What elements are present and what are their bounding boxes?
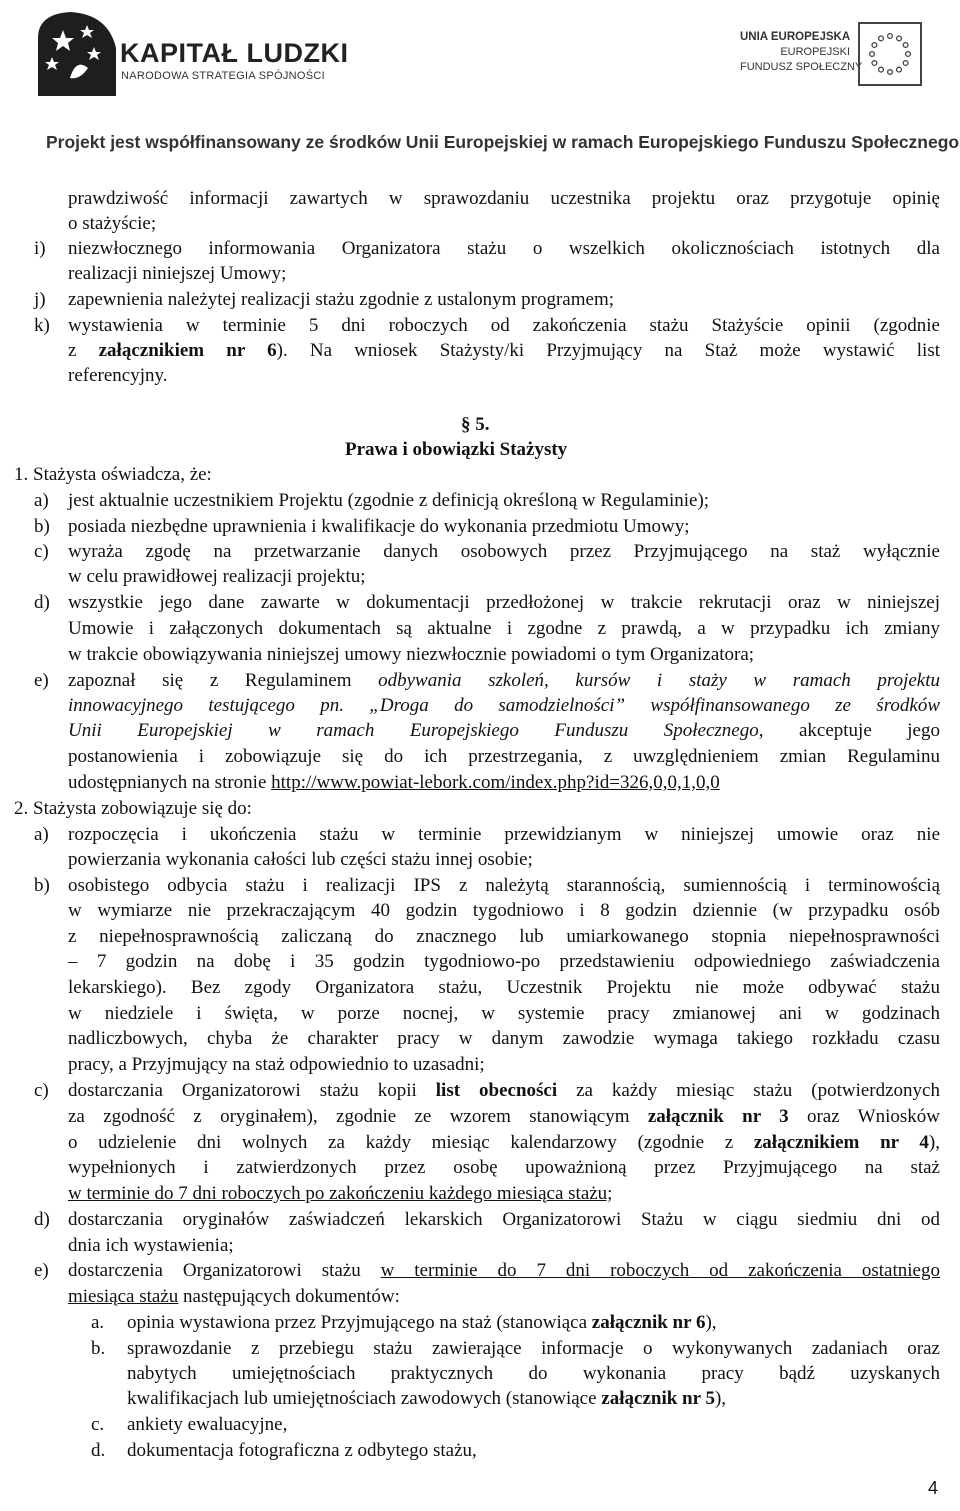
list-label: a. xyxy=(91,1312,105,1333)
list-label: c) xyxy=(34,1080,49,1101)
paragraph-line: w niedziele i święta, w porze nocnej, w systemie pracy zmianowej ani w godzinach xyxy=(68,1003,940,1024)
paragraph-line: rozpoczęcia i ukończenia stażu w terminie przewidzianym w niniejszej umowie oraz nie xyxy=(68,824,940,845)
paragraph-line: prawdziwość informacji zawartych w sprawozdaniu uczestnika projektu oraz przygotuje opinię xyxy=(68,188,940,209)
list-label: j) xyxy=(34,289,46,310)
list-label: a) xyxy=(34,490,49,511)
paragraph-line: Unii Europejskiej w ramach Europejskiego Funduszu Społecznego, akceptuje jego xyxy=(68,720,940,741)
paragraph-line: Umowie i załączonych dokumentach są aktualne i zgodne z prawdą, a w przypadku ich zmiany xyxy=(68,618,940,639)
paragraph-line: powierzania wykonania całości lub części stażu innej osobie; xyxy=(68,849,533,870)
list-label: e) xyxy=(34,670,49,691)
paragraph-line: 1. Stażysta oświadcza, że: xyxy=(14,464,212,485)
paragraph-line: jest aktualnie uczestnikiem Projektu (zgodnie z definicją określoną w Regulaminie); xyxy=(68,490,710,511)
paragraph-line: posiada niezbędne uprawnienia i kwalifikacje do wykonania przedmiotu Umowy; xyxy=(68,516,690,537)
paragraph-line: o udzielenie dni wolnych za każdy miesiąc kalendarzowy (zgodnie z załącznikiem nr 4), xyxy=(68,1132,940,1153)
paragraph-line: nabytych umiejętnościach praktycznych do wykonania pracy bądź uzyskanych xyxy=(127,1363,940,1384)
paragraph-line: pracy, a Przyjmujący na staż odpowiednio to uzasadni; xyxy=(68,1054,485,1075)
paragraph-line: w terminie do 7 dni roboczych po zakończeniu każdego miesiąca stażu; xyxy=(68,1183,613,1204)
paragraph-line: w wymiarze nie przekraczającym 40 godzin tygodniowo i 8 godzin dziennie (w przypadku osób xyxy=(68,900,940,921)
list-label: d) xyxy=(34,1209,50,1230)
list-label: b. xyxy=(91,1338,106,1359)
eu-flag-icon xyxy=(858,22,922,86)
paragraph-line: kwalifikacjach lub umiejętnościach zawodowych (stanowiące załącznik nr 5), xyxy=(127,1388,727,1409)
paragraph-line: wszystkie jego dane zawarte w dokumentacji przedłożonej w trakcie rekrutacji oraz w niniejszej xyxy=(68,592,940,613)
paragraph-line: innowacyjnego testującego pn. „Droga do samodzielności” współfinansowanego ze środków xyxy=(68,695,940,716)
list-label: i) xyxy=(34,238,46,259)
section-number: § 5. xyxy=(461,414,490,435)
paragraph-line: z załącznikiem nr 6). Na wniosek Stażysty/ki Przyjmujący na Staż może wystawić list xyxy=(68,340,940,361)
list-label: e) xyxy=(34,1260,49,1281)
eu-logo-text: UNIA EUROPEJSKA EUROPEJSKI FUNDUSZ SPOŁECZNY xyxy=(740,31,863,73)
paragraph-line: wystawienia w terminie 5 dni roboczych od zakończenia stażu Stażyście opinii (zgodnie xyxy=(68,315,940,336)
paragraph-line: 2. Stażysta zobowiązuje się do: xyxy=(14,798,252,819)
paragraph-line: postanowienia i zobowiązuje się do ich przestrzegania, z uwzględnieniem zmian Regulaminu xyxy=(68,746,940,767)
list-label: c) xyxy=(34,541,49,562)
paragraph-line: dokumentacja fotograficzna z odbytego stażu, xyxy=(127,1440,477,1461)
paragraph-line: dnia ich wystawienia; xyxy=(68,1235,234,1256)
project-cofinancing-line: Projekt jest współfinansowany ze środków Unii Europejskiej w ramach Europejskiego Funduszu Społecznego xyxy=(46,132,960,152)
paragraph-line: sprawozdanie z przebiegu stażu zawierające informacje o wykonywanych zadaniach oraz xyxy=(127,1338,940,1359)
paragraph-line: z niepełnosprawnością zaliczaną do znacznego lub umiarkowanego stopnia niepełnosprawności xyxy=(68,926,940,947)
kapital-ludzki-title: KAPITAŁ LUDZKI xyxy=(120,38,349,68)
paragraph-line: wypełnionych i zatwierdzonych przez osobę upoważnioną przez Przyjmującego na staż xyxy=(68,1157,940,1178)
paragraph-line: w trakcie obowiązywania niniejszej umowy niezwłocznie powiadomi o tym Organizatora; xyxy=(68,644,755,665)
paragraph-line: – 7 godzin na dobę i 35 godzin tygodniowo-po przedstawieniu odpowiedniego zaświadczenia xyxy=(68,951,940,972)
page-header xyxy=(0,0,960,162)
paragraph-line: realizacji niniejszej Umowy; xyxy=(68,263,287,284)
kapital-ludzki-logo xyxy=(30,8,120,100)
list-label: d. xyxy=(91,1440,106,1461)
list-label: b) xyxy=(34,875,50,896)
paragraph-line: dostarczania Organizatorowi stażu kopii list obecności za każdy miesiąc stażu (potwierdzonych xyxy=(68,1080,940,1101)
paragraph-line: niezwłocznego informowania Organizatora stażu o wszelkich okolicznościach istotnych dla xyxy=(68,238,940,259)
list-label: c. xyxy=(91,1414,105,1435)
paragraph-line: miesiąca stażu następujących dokumentów: xyxy=(68,1286,400,1307)
list-label: d) xyxy=(34,592,50,613)
paragraph-line: opinia wystawiona przez Przyjmującego na staż (stanowiąca załącznik nr 6), xyxy=(127,1312,717,1333)
paragraph-line: wyraża zgodę na przetwarzanie danych osobowych przez Przyjmującego na staż wyłącznie xyxy=(68,541,940,562)
paragraph-line: dostarczania oryginałów zaświadczeń lekarskich Organizatorowi Stażu w ciągu siedmiu dni od xyxy=(68,1209,940,1230)
list-label: b) xyxy=(34,516,50,537)
list-label: a) xyxy=(34,824,49,845)
kapital-ludzki-subtitle: NARODOWA STRATEGIA SPÓJNOŚCI xyxy=(121,70,325,82)
paragraph-line: dostarczenia Organizatorowi stażu w terminie do 7 dni roboczych od zakończenia ostatniego xyxy=(68,1260,940,1281)
paragraph-line: w celu prawidłowej realizacji projektu; xyxy=(68,566,366,587)
paragraph-line: osobistego odbycia stażu i realizacji IPS z należytą starannością, sumiennością i terminowością xyxy=(68,875,940,896)
paragraph-line: za zgodność z oryginałem), zgodnie ze wzorem stanowiącym załącznik nr 3 oraz Wniosków xyxy=(68,1106,940,1127)
list-label: k) xyxy=(34,315,50,336)
paragraph-line: referencyjny. xyxy=(68,365,168,386)
paragraph-line: ankiety ewaluacyjne, xyxy=(127,1414,288,1435)
paragraph-line: nadliczbowych, chyba że charakter pracy w danym zawodzie wymaga takiego rozkładu czasu xyxy=(68,1028,940,1049)
paragraph-line: udostępnianych na stronie http://www.powiat-lebork.com/index.php?id=326,0,0,1,0,0 xyxy=(68,772,720,793)
section-title: Prawa i obowiązki Stażysty xyxy=(345,439,568,460)
page-number: 4 xyxy=(927,1478,938,1498)
paragraph-line: zapoznał się z Regulaminem odbywania szkoleń, kursów i staży w ramach projektu xyxy=(68,670,940,691)
regulamin-link[interactable]: http://www.powiat-lebork.com/index.php?id=326,0,0,1,0,0 xyxy=(271,772,720,793)
paragraph-line: o stażyście; xyxy=(68,213,157,234)
paragraph-line: zapewnienia należytej realizacji stażu zgodnie z ustalonym programem; xyxy=(68,289,615,310)
paragraph-line: lekarskiego). Bez zgody Organizatora stażu, Uczestnik Projektu nie może odbywać stażu xyxy=(68,977,940,998)
